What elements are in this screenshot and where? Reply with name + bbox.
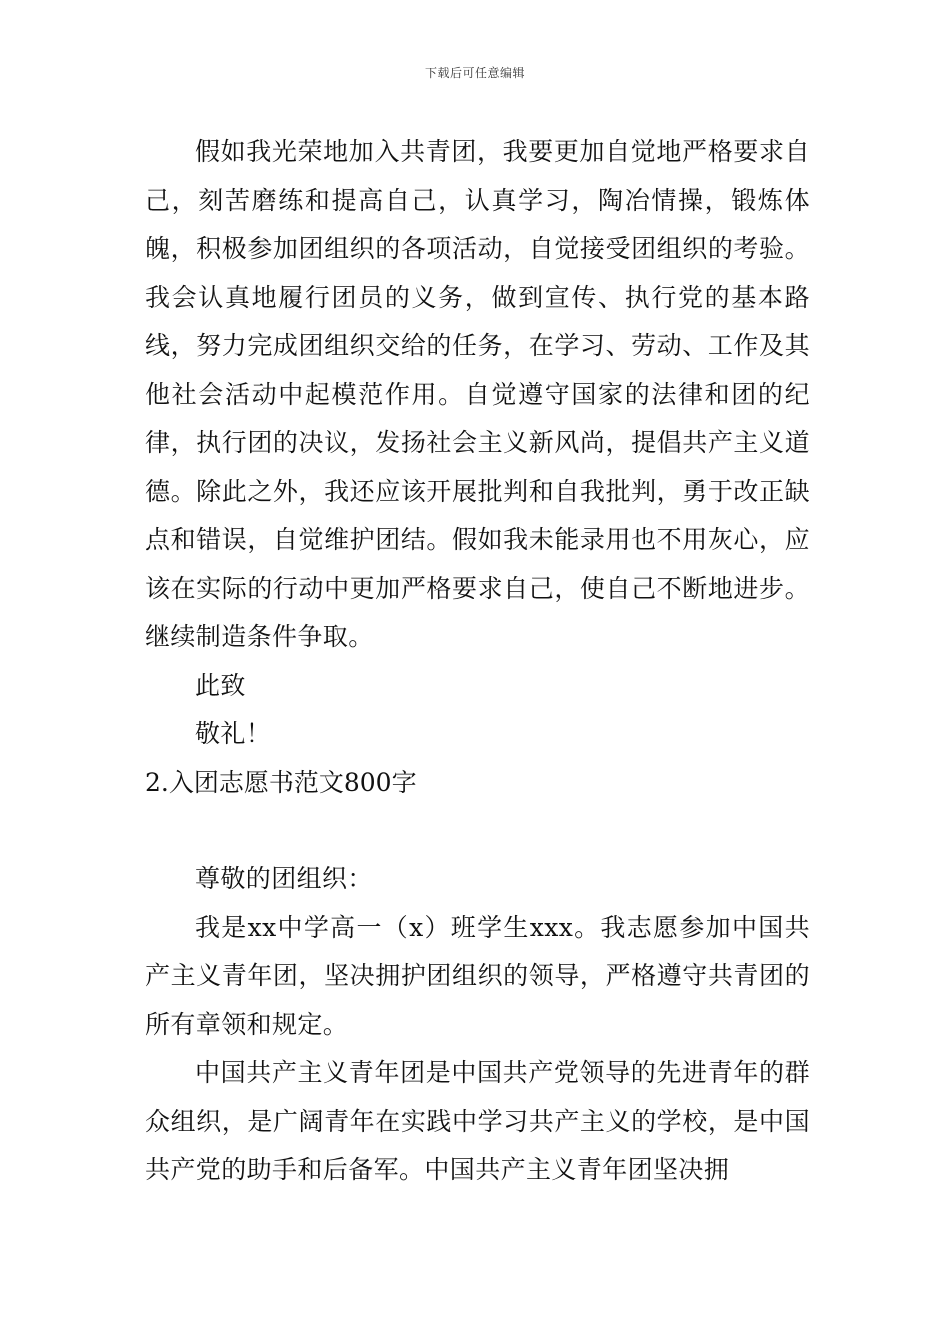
document-body [145,128,810,1195]
section-title: 2.入团志愿书范文800字 [145,767,417,797]
paragraph-pledge: 假如我光荣地加入共青团，我要更加自觉地严格要求自己，刻苦磨练和提高自己，认真学习，陶冶情操，锻炼体魄，积极参加团组织的各项活动，自觉接受团组织的考验。我会认真地履行团员的义务，做到宣传、执行党的基本路线，努力完成团组织交给的任务，在学习、劳动、工作及其他社会活动中起模范作用。自觉遵守国家的法律和团的纪律，执行团的决议，发扬社会主义新风尚，提倡共产主义道德。除此之外，我还应该开展批判和自我批判，勇于改正缺点和错误，自觉维护团结。假如我未能录用也不用灰心，应该在实际的行动中更加严格要求自己，使自己不断地进步。继续制造条件争取。 [145,137,810,651]
paragraph-league-description: 中国共产主义青年团是中国共产党领导的先进青年的群众组织，是广阔青年在实践中学习共产主义的学校，是中国共产党的助手和后备军。中国共产主义青年团坚决拥 [145,1058,810,1184]
closing-cizhi: 此致 [195,670,246,700]
salutation: 尊敬的团组织： [195,864,373,893]
blank-line [145,807,810,855]
closing-jingli: 敬礼！ [195,719,272,748]
paragraph-intro: 我是xx中学高一（x）班学生xxx。我志愿参加中国共产主义青年团，坚决拥护团组织的领导，严格遵守共青团的所有章领和规定。 [145,912,810,1039]
page-header-note: 下载后可任意编辑 [424,66,525,80]
